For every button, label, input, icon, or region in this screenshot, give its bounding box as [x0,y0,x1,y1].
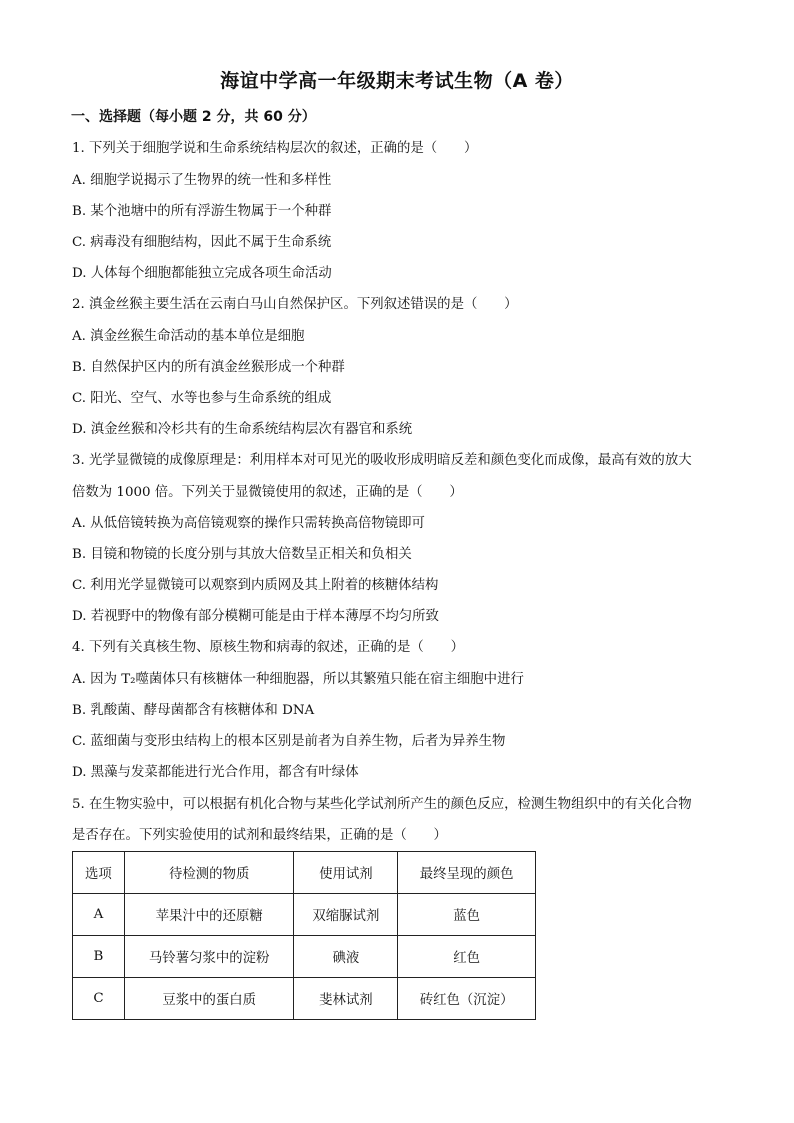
question-5-stem-line-2: 是否存在。下列实验使用的试剂和最终结果，正确的是（ ） [72,828,447,843]
question-1-option-b: B. 某个池塘中的所有浮游生物属于一个种群 [72,204,332,219]
table-row [73,978,536,1020]
table-cell: 蓝色 [398,894,536,936]
question-3-option-d: D. 若视野中的物像有部分模糊可能是由于样本薄厚不均匀所致 [72,609,439,624]
table-cell: 斐林试剂 [294,978,398,1020]
question-2-option-b: B. 自然保护区内的所有滇金丝猴形成一个种群 [72,360,345,375]
table-row [73,936,536,978]
table-cell: 砖红色（沉淀） [398,978,536,1020]
table-cell: 马铃薯匀浆中的淀粉 [124,936,294,978]
page-title: 海谊中学高一年级期末考试生物（A 卷） [220,70,574,92]
question-2-option-a: A. 滇金丝猴生命活动的基本单位是细胞 [72,329,305,344]
question-2-stem: 2. 滇金丝猴主要生活在云南白马山自然保护区。下列叙述错误的是（ ） [72,297,518,312]
question-4-stem: 4. 下列有关真核生物、原核生物和病毒的叙述，正确的是（ ） [72,640,464,655]
question-3-option-b: B. 目镜和物镜的长度分别与其放大倍数呈正相关和负相关 [72,547,412,562]
table-row [73,894,536,936]
table-header-cell: 使用试剂 [294,852,398,894]
question-4-option-c: C. 蓝细菌与变形虫结构上的根本区别是前者为自养生物，后者为异养生物 [72,734,506,749]
question-4-option-a: A. 因为 T₂噬菌体只有核糖体一种细胞器，所以其繁殖只能在宿主细胞中进行 [72,672,524,687]
question-3-option-c: C. 利用光学显微镜可以观察到内质网及其上附着的核糖体结构 [72,578,439,593]
table-cell: C [73,978,125,1020]
table-cell: 碘液 [294,936,398,978]
question-3-stem-line-2: 倍数为 1000 倍。下列关于显微镜使用的叙述，正确的是（ ） [72,485,463,500]
question-2-option-c: C. 阳光、空气、水等也参与生命系统的组成 [72,391,332,406]
table-cell: A [73,894,125,936]
question-5-stem-line-1: 5. 在生物实验中，可以根据有机化合物与某些化学试剂所产生的颜色反应，检测生物组织中的有关化合物 [72,797,692,812]
question-1-option-a: A. 细胞学说揭示了生物界的统一性和多样性 [72,173,332,188]
table-cell: 双缩脲试剂 [294,894,398,936]
table-cell: 豆浆中的蛋白质 [124,978,294,1020]
table-header-cell: 最终呈现的颜色 [398,852,536,894]
reagent-table [72,851,536,1020]
question-1-stem: 1. 下列关于细胞学说和生命系统结构层次的叙述，正确的是（ ） [72,141,478,156]
question-3-option-a: A. 从低倍镜转换为高倍镜观察的操作只需转换高倍物镜即可 [72,516,425,531]
table-header-row [73,852,536,894]
question-2-option-d: D. 滇金丝猴和冷杉共有的生命系统结构层次有器官和系统 [72,422,413,437]
table-cell: 红色 [398,936,536,978]
table-header-cell: 选项 [73,852,125,894]
section-heading: 一、选择题（每小题 2 分，共 60 分） [71,109,316,125]
question-1-option-c: C. 病毒没有细胞结构，因此不属于生命系统 [72,235,332,250]
question-3-stem-line-1: 3. 光学显微镜的成像原理是：利用样本对可见光的吸收形成明暗反差和颜色变化而成像，最高有效的放大 [72,453,692,468]
table-header-cell: 待检测的物质 [124,852,294,894]
question-4-option-b: B. 乳酸菌、酵母菌都含有核糖体和 DNA [72,703,315,718]
question-1-option-d: D. 人体每个细胞都能独立完成各项生命活动 [72,266,332,281]
table-cell: B [73,936,125,978]
table-cell: 苹果汁中的还原糖 [124,894,294,936]
question-4-option-d: D. 黑藻与发菜都能进行光合作用，都含有叶绿体 [72,765,359,780]
